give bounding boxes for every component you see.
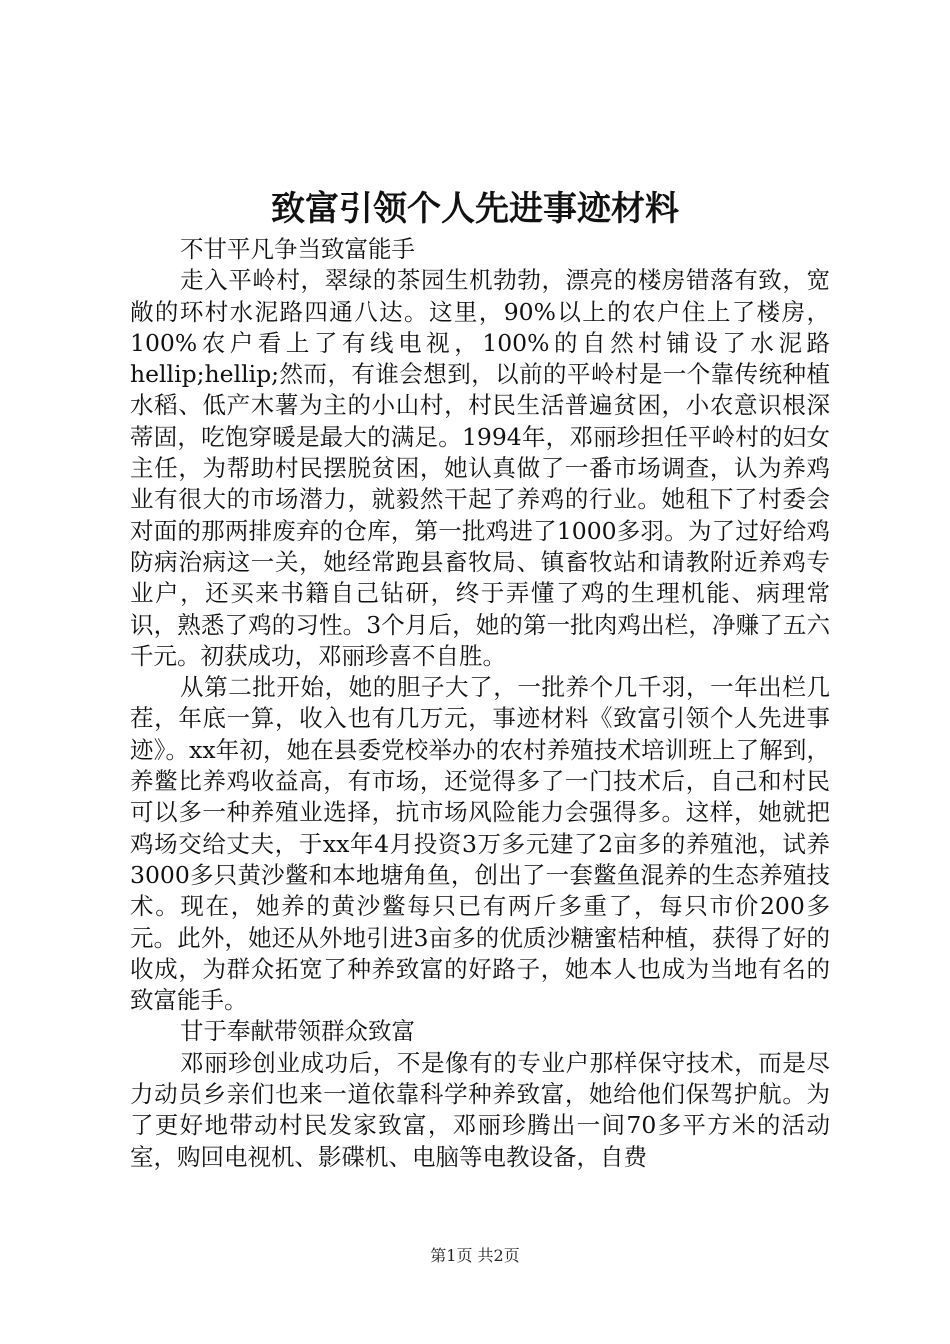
section-heading: 不甘平凡争当致富能手 <box>180 235 415 263</box>
section-heading: 甘于奉献带领群众致富 <box>180 1017 415 1046</box>
paragraph: 从第二批开始，她的胆子大了，一批养个几千羽，一年出栏几茬，年底一算，收入也有几万元，事迹材料《致富引领个人先进事迹》。xx年初，她在县委党校举办的农村养殖技术培训班上了解到，养鳖比养鸡收益高，有市场，还觉得多了一门技术后，自己和村民可以多一种养殖业选择，抗市场风险能力会强得多。这样，她就把鸡场交给丈夫，于xx年4月投资3万多元建了2亩多的养殖池，试养3000多只黄沙鳖和本地塘角鱼，创出了一套鳖鱼混养的生态养殖技术。现在，她养的黄沙鳖每只已有两斤多重了，每只市价200多元。此外，她还从外地引进3亩多的优质沙糖蜜桔种植，获得了好的收成，为群众拓宽了种养致富的好路子，她本人也成为当地有名的致富能手。 <box>130 673 830 1015</box>
document-body <box>130 234 830 1173</box>
document-title: 致富引领个人先进事迹材料 <box>271 189 679 229</box>
paragraph: 邓丽珍创业成功后，不是像有的专业户那样保守技术，而是尽力动员乡亲们也来一道依靠科学种养致富，她给他们保驾护航。为了更好地带动村民发家致富，邓丽珍腾出一间70多平方米的活动室，购回电视机、影碟机、电脑等电教设备，自费 <box>130 1048 830 1171</box>
paragraph: 走入平岭村，翠绿的茶园生机勃勃，漂亮的楼房错落有致，宽敞的环村水泥路四通八达。这里，90%以上的农户住上了楼房，100%农户看上了有线电视，100%的自然村铺设了水泥路hellip;hellip;然而，有谁会想到，以前的平岭村是一个靠传统种植水稻、低产木薯为主的小山村，村民生活普遍贫困，小农意识根深蒂固，吃饱穿暖是最大的满足。1994年，邓丽珍担任平岭村的妇女主任，为帮助村民摆脱贫困，她认真做了一番市场调查，认为养鸡业有很大的市场潜力，就毅然干起了养鸡的行业。她租下了村委会对面的那两排废弃的仓库，第一批鸡进了1000多羽。为了过好给鸡防病治病这一关，她经常跑县畜牧局、镇畜牧站和请教附近养鸡专业户，还买来书籍自己钻研，终于弄懂了鸡的生理机能、病理常识，熟悉了鸡的习性。3个月后，她的第一批肉鸡出栏，净赚了五六千元。初获成功，邓丽珍喜不自胜。 <box>130 266 830 670</box>
page-number-footer: 第1页 共2页 <box>430 1246 520 1265</box>
